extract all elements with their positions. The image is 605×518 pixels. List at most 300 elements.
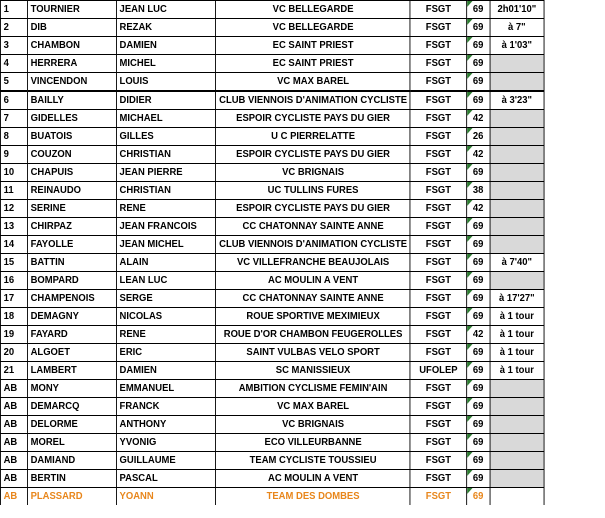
time-gap-cell (490, 488, 544, 506)
last-name-cell (27, 91, 116, 110)
table-row (0, 326, 544, 344)
category-cell-text: 69 (472, 436, 484, 448)
federation-cell-text: FSGT (425, 148, 451, 160)
club-cell-text: AC MOULIN A VENT (268, 472, 359, 484)
last-name-cell (27, 218, 116, 236)
table-row (0, 128, 544, 146)
category-cell (467, 398, 490, 416)
time-gap-cell (490, 290, 544, 308)
last-name-cell (27, 254, 116, 272)
club-cell (216, 182, 410, 200)
first-name-cell (116, 200, 216, 218)
time-gap-cell (490, 73, 544, 92)
category-cell (467, 272, 490, 290)
rank-cell-text: AB (3, 418, 18, 430)
category-cell-text: 69 (472, 292, 484, 304)
time-gap-cell-text: à 1 tour (499, 328, 534, 340)
federation-cell-text: FSGT (425, 21, 451, 33)
time-gap-cell (490, 272, 544, 290)
last-name-cell-text: GIDELLES (30, 112, 78, 124)
rank-cell (0, 362, 27, 380)
category-cell (467, 37, 490, 55)
category-cell (467, 290, 490, 308)
federation-cell-text: FSGT (425, 328, 451, 340)
time-gap-cell (490, 218, 544, 236)
category-cell (467, 308, 490, 326)
comment-marker-icon (467, 488, 472, 494)
category-cell (467, 344, 490, 362)
first-name-cell-text: DAMIEN (119, 39, 157, 51)
comment-marker-icon (467, 272, 472, 278)
club-cell (216, 146, 410, 164)
last-name-cell (27, 236, 116, 254)
category-cell-text: 69 (472, 21, 484, 33)
category-cell (467, 452, 490, 470)
comment-marker-icon (467, 182, 472, 188)
category-cell (467, 362, 490, 380)
last-name-cell-text: DEMARCQ (30, 400, 80, 412)
last-name-cell (27, 452, 116, 470)
rank-cell-text: 12 (3, 202, 15, 214)
rank-cell-text: AB (3, 382, 18, 394)
rank-cell (0, 470, 27, 488)
comment-marker-icon (467, 218, 472, 224)
rank-cell (0, 398, 27, 416)
first-name-cell (116, 110, 216, 128)
comment-marker-icon (467, 146, 472, 152)
last-name-cell (27, 182, 116, 200)
category-cell-text: 69 (472, 364, 484, 376)
last-name-cell (27, 200, 116, 218)
federation-cell-text: FSGT (425, 436, 451, 448)
club-cell (216, 470, 410, 488)
first-name-cell (116, 398, 216, 416)
club-cell-text: CC CHATONNAY SAINTE ANNE (242, 220, 384, 232)
time-gap-cell (490, 362, 544, 380)
rank-cell (0, 308, 27, 326)
rank-cell (0, 344, 27, 362)
time-gap-cell-text: à 1 tour (499, 364, 534, 376)
comment-marker-icon (467, 164, 472, 170)
last-name-cell-text: CHAMBON (30, 39, 80, 51)
category-cell-text: 69 (472, 166, 484, 178)
comment-marker-icon (467, 452, 472, 458)
last-name-cell-text: BOMPARD (30, 274, 79, 286)
time-gap-cell (490, 1, 544, 19)
club-cell (216, 1, 410, 19)
first-name-cell-text: MICHEL (119, 57, 156, 69)
first-name-cell-text: YVONIG (119, 436, 157, 448)
rank-cell (0, 73, 27, 92)
club-cell-text: ECO VILLEURBANNE (264, 436, 362, 448)
federation-cell (410, 254, 466, 272)
comment-marker-icon (467, 380, 472, 386)
time-gap-cell (490, 37, 544, 55)
last-name-cell (27, 128, 116, 146)
category-cell-text: 69 (472, 220, 484, 232)
time-gap-cell (490, 55, 544, 73)
last-name-cell-text: MONY (30, 382, 59, 394)
federation-cell-text: FSGT (425, 238, 451, 250)
last-name-cell (27, 380, 116, 398)
rank-cell (0, 55, 27, 73)
federation-cell-text: FSGT (425, 130, 451, 142)
category-cell (467, 326, 490, 344)
table-row (0, 164, 544, 182)
comment-marker-icon (467, 73, 472, 79)
last-name-cell-text: FAYARD (30, 328, 68, 340)
club-cell (216, 290, 410, 308)
federation-cell-text: FSGT (425, 346, 451, 358)
first-name-cell-text: EMMANUEL (119, 382, 175, 394)
federation-cell (410, 434, 466, 452)
federation-cell (410, 326, 466, 344)
federation-cell (410, 488, 466, 506)
category-cell-text: 69 (472, 94, 484, 106)
category-cell-text: 69 (472, 274, 484, 286)
club-cell-text: VC VILLEFRANCHE BEAUJOLAIS (236, 256, 390, 268)
category-cell (467, 236, 490, 254)
table-row (0, 73, 544, 92)
category-cell (467, 488, 490, 506)
table-row (0, 398, 544, 416)
rank-cell-text: 4 (3, 57, 9, 69)
federation-cell (410, 380, 466, 398)
first-name-cell (116, 19, 216, 37)
time-gap-cell-text: à 7" (508, 21, 526, 33)
table-row (0, 200, 544, 218)
federation-cell-text: FSGT (425, 490, 451, 503)
category-cell-text: 69 (472, 238, 484, 250)
rank-cell-text: 17 (3, 292, 15, 304)
category-cell-text: 69 (472, 472, 484, 484)
time-gap-cell (490, 128, 544, 146)
last-name-cell (27, 434, 116, 452)
comment-marker-icon (467, 362, 472, 368)
category-cell-text: 42 (472, 112, 484, 124)
first-name-cell-text: MICHAEL (119, 112, 163, 124)
category-cell (467, 128, 490, 146)
first-name-cell-text: REZAK (119, 21, 153, 33)
rank-cell (0, 236, 27, 254)
federation-cell (410, 1, 466, 19)
club-cell-text: ESPOIR CYCLISTE PAYS DU GIER (236, 202, 391, 214)
time-gap-cell (490, 146, 544, 164)
club-cell-text: EC SAINT PRIEST (272, 57, 354, 69)
time-gap-cell-text: à 1 tour (499, 310, 534, 322)
first-name-cell-text: PASCAL (119, 472, 158, 484)
rank-cell (0, 182, 27, 200)
rank-cell-text: 11 (3, 184, 14, 196)
last-name-cell (27, 19, 116, 37)
comment-marker-icon (467, 416, 472, 422)
last-name-cell-text: SERINE (30, 202, 66, 214)
category-cell-text: 42 (472, 328, 484, 340)
rank-cell (0, 91, 27, 110)
last-name-cell-text: BATTIN (30, 256, 65, 268)
category-cell (467, 91, 490, 110)
category-cell-text: 42 (472, 202, 484, 214)
table-row (0, 236, 544, 254)
club-cell-text: AC MOULIN A VENT (268, 274, 359, 286)
first-name-cell-text: DIDIER (119, 94, 152, 106)
club-cell-text: TEAM CYCLISTE TOUSSIEU (249, 454, 377, 466)
time-gap-cell (490, 308, 544, 326)
last-name-cell (27, 470, 116, 488)
table-row (0, 1, 544, 19)
federation-cell-text: FSGT (425, 112, 451, 124)
rank-cell (0, 488, 27, 506)
federation-cell-text: FSGT (425, 454, 451, 466)
time-gap-cell (490, 326, 544, 344)
federation-cell-text: FSGT (425, 94, 451, 106)
category-cell-text: 38 (472, 184, 484, 196)
time-gap-cell (490, 19, 544, 37)
category-cell (467, 218, 490, 236)
comment-marker-icon (467, 236, 472, 242)
last-name-cell (27, 308, 116, 326)
last-name-cell-text: BAILLY (30, 94, 64, 106)
table-row (0, 470, 544, 488)
first-name-cell (116, 254, 216, 272)
rank-cell-text: AB (3, 490, 18, 503)
first-name-cell-text: JEAN FRANCOIS (119, 220, 197, 232)
first-name-cell-text: CHRISTIAN (119, 148, 172, 160)
last-name-cell (27, 164, 116, 182)
last-name-cell (27, 398, 116, 416)
club-cell-text: CC CHATONNAY SAINTE ANNE (242, 292, 384, 304)
last-name-cell-text: MOREL (30, 436, 65, 448)
rank-cell-text: 19 (3, 328, 15, 340)
last-name-cell-text: REINAUDO (30, 184, 82, 196)
first-name-cell-text: YOANN (119, 490, 154, 503)
comment-marker-icon (467, 128, 472, 134)
last-name-cell-text: PLASSARD (30, 490, 83, 503)
table-row (0, 182, 544, 200)
category-cell-text: 42 (472, 148, 484, 160)
club-cell-text: SAINT VULBAS VELO SPORT (246, 346, 380, 358)
club-cell-text: VC MAX BAREL (277, 400, 350, 412)
federation-cell (410, 200, 466, 218)
category-cell (467, 200, 490, 218)
club-cell (216, 55, 410, 73)
club-cell (216, 73, 410, 92)
federation-cell-text: FSGT (425, 166, 451, 178)
category-cell (467, 416, 490, 434)
first-name-cell-text: JEAN LUC (119, 3, 167, 15)
rank-cell-text: 6 (3, 94, 9, 106)
last-name-cell-text: CHIRPAZ (30, 220, 72, 232)
time-gap-cell (490, 416, 544, 434)
category-cell (467, 254, 490, 272)
comment-marker-icon (467, 398, 472, 404)
first-name-cell (116, 182, 216, 200)
first-name-cell-text: JEAN PIERRE (119, 166, 183, 178)
time-gap-cell-text: 2h01'10" (497, 3, 537, 15)
last-name-cell-text: LAMBERT (30, 364, 77, 376)
last-name-cell (27, 272, 116, 290)
last-name-cell (27, 110, 116, 128)
rank-cell-text: AB (3, 472, 18, 484)
rank-cell (0, 1, 27, 19)
time-gap-cell (490, 91, 544, 110)
first-name-cell-text: CHRISTIAN (119, 184, 172, 196)
club-cell (216, 128, 410, 146)
comment-marker-icon (467, 470, 472, 476)
club-cell (216, 434, 410, 452)
comment-marker-icon (467, 290, 472, 296)
last-name-cell-text: BUATOIS (30, 130, 73, 142)
first-name-cell (116, 128, 216, 146)
table-row (0, 344, 544, 362)
category-cell (467, 164, 490, 182)
table-row (0, 272, 544, 290)
last-name-cell-text: CHAMPENOIS (30, 292, 95, 304)
category-cell (467, 1, 490, 19)
time-gap-cell-text: à 1 tour (499, 346, 534, 358)
first-name-cell (116, 416, 216, 434)
table-row (0, 362, 544, 380)
first-name-cell (116, 236, 216, 254)
rank-cell-text: 13 (3, 220, 15, 232)
first-name-cell-text: ERIC (119, 346, 143, 358)
first-name-cell-text: ANTHONY (119, 418, 167, 430)
rank-cell (0, 128, 27, 146)
rank-cell (0, 200, 27, 218)
federation-cell-text: FSGT (425, 220, 451, 232)
federation-cell (410, 146, 466, 164)
last-name-cell-text: HERRERA (30, 57, 78, 69)
rank-cell-text: 18 (3, 310, 15, 322)
rank-cell (0, 19, 27, 37)
federation-cell-text: FSGT (425, 57, 451, 69)
first-name-cell (116, 1, 216, 19)
time-gap-cell (490, 452, 544, 470)
time-gap-cell (490, 254, 544, 272)
rank-cell-text: 3 (3, 39, 9, 51)
federation-cell (410, 272, 466, 290)
first-name-cell (116, 380, 216, 398)
club-cell (216, 416, 410, 434)
comment-marker-icon (467, 434, 472, 440)
first-name-cell (116, 434, 216, 452)
rank-cell (0, 110, 27, 128)
club-cell-text: VC BELLEGARDE (272, 3, 354, 15)
club-cell (216, 362, 410, 380)
club-cell-text: TEAM DES DOMBES (266, 490, 360, 503)
club-cell-text: SC MANISSIEUX (275, 364, 351, 376)
first-name-cell-text: SERGE (119, 292, 153, 304)
first-name-cell (116, 37, 216, 55)
first-name-cell (116, 452, 216, 470)
category-cell-text: 69 (472, 39, 484, 51)
first-name-cell-text: DAMIEN (119, 364, 157, 376)
rank-cell (0, 164, 27, 182)
rank-cell-text: 8 (3, 130, 9, 142)
first-name-cell-text: RENE (119, 202, 146, 214)
club-cell-text: ROUE SPORTIVE MEXIMIEUX (246, 310, 380, 322)
comment-marker-icon (467, 254, 472, 260)
first-name-cell (116, 146, 216, 164)
club-cell (216, 398, 410, 416)
federation-cell (410, 452, 466, 470)
federation-cell-text: FSGT (425, 310, 451, 322)
club-cell (216, 236, 410, 254)
club-cell (216, 488, 410, 506)
club-cell-text: ESPOIR CYCLISTE PAYS DU GIER (236, 148, 391, 160)
club-cell (216, 308, 410, 326)
rank-cell (0, 272, 27, 290)
time-gap-cell-text: à 17'27" (499, 292, 535, 304)
club-cell (216, 200, 410, 218)
rank-cell-text: 21 (3, 364, 15, 376)
first-name-cell (116, 362, 216, 380)
table-row (0, 218, 544, 236)
category-cell-text: 69 (472, 418, 484, 430)
federation-cell (410, 55, 466, 73)
federation-cell-text: FSGT (425, 202, 451, 214)
last-name-cell (27, 344, 116, 362)
club-cell-text: CLUB VIENNOIS D'ANIMATION CYCLISTE (219, 238, 408, 250)
club-cell (216, 344, 410, 362)
time-gap-cell (490, 200, 544, 218)
rank-cell-text: AB (3, 400, 18, 412)
last-name-cell-text: VINCENDON (30, 75, 88, 87)
federation-cell-text: FSGT (425, 274, 451, 286)
club-cell (216, 272, 410, 290)
rank-cell (0, 380, 27, 398)
comment-marker-icon (467, 308, 472, 314)
rank-cell-text: AB (3, 436, 18, 448)
rank-cell-text: AB (3, 454, 18, 466)
federation-cell (410, 416, 466, 434)
last-name-cell-text: BERTIN (30, 472, 66, 484)
rank-cell (0, 37, 27, 55)
table-row (0, 290, 544, 308)
comment-marker-icon (467, 200, 472, 206)
first-name-cell (116, 55, 216, 73)
club-cell-text: CLUB VIENNOIS D'ANIMATION CYCLISTE (219, 94, 408, 106)
rank-cell (0, 254, 27, 272)
category-cell-text: 69 (472, 490, 484, 503)
first-name-cell-text: FRANCK (119, 400, 160, 412)
club-cell (216, 218, 410, 236)
time-gap-cell-text: à 3'23" (501, 94, 533, 106)
club-cell-text: AMBITION CYCLISME FEMIN'AIN (238, 382, 388, 394)
last-name-cell (27, 326, 116, 344)
club-cell (216, 37, 410, 55)
federation-cell-text: FSGT (425, 292, 451, 304)
federation-cell-text: FSGT (425, 3, 451, 15)
time-gap-cell-text: à 7'40" (501, 256, 533, 268)
last-name-cell-text: TOURNIER (30, 3, 80, 15)
rank-cell-text: 2 (3, 21, 9, 33)
club-cell (216, 254, 410, 272)
rank-cell-text: 5 (3, 75, 9, 87)
results-body (0, 1, 544, 506)
federation-cell (410, 73, 466, 92)
table-row (0, 488, 544, 506)
club-cell-text: UC TULLINS FURES (267, 184, 359, 196)
first-name-cell (116, 272, 216, 290)
federation-cell-text: FSGT (425, 382, 451, 394)
last-name-cell-text: ALGOET (30, 346, 70, 358)
federation-cell (410, 164, 466, 182)
rank-cell (0, 146, 27, 164)
first-name-cell (116, 344, 216, 362)
comment-marker-icon (467, 19, 472, 25)
last-name-cell-text: FAYOLLE (30, 238, 74, 250)
